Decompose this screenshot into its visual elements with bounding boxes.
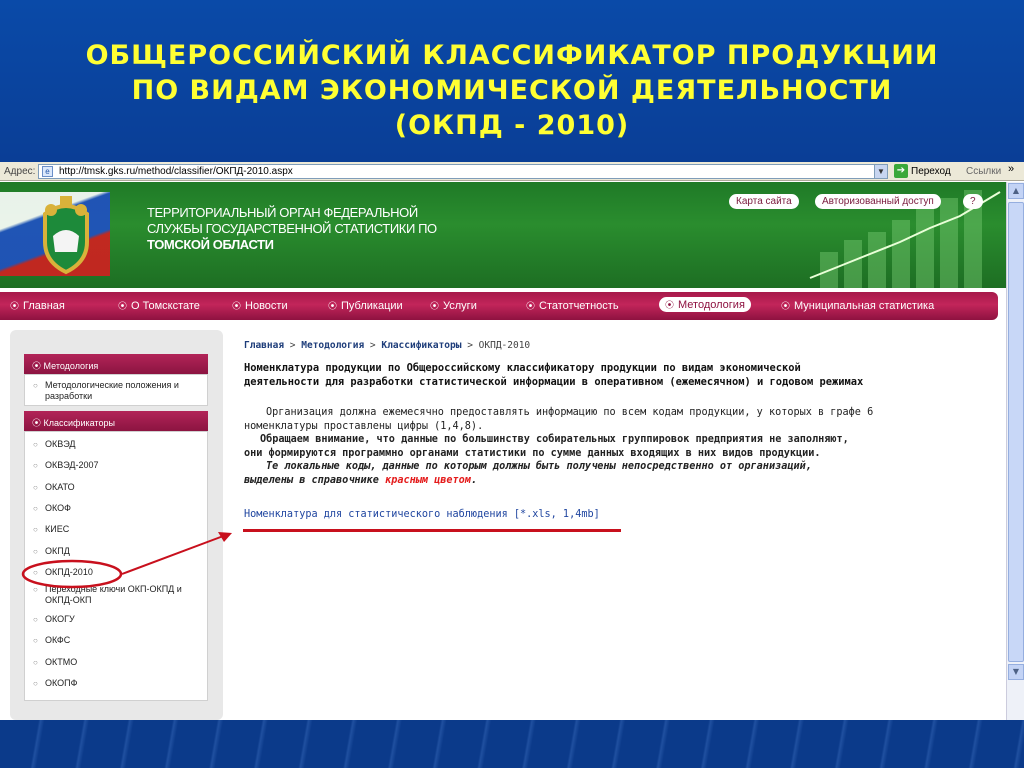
bullet-icon: ○ bbox=[33, 525, 38, 534]
bullet-icon: ○ bbox=[33, 568, 38, 577]
vertical-scrollbar[interactable] bbox=[1006, 182, 1024, 720]
nav-item-home[interactable] bbox=[10, 299, 65, 312]
bullet-icon: ○ bbox=[33, 615, 38, 624]
nav-label: Новости bbox=[245, 300, 288, 312]
slide-title-line-2: ПО ВИДАМ ЭКОНОМИЧЕСКОЙ ДЕЯТЕЛЬНОСТИ bbox=[131, 75, 893, 106]
sidebar-item-label: КИЕС bbox=[45, 524, 70, 534]
page-title-line-1: Номенклатура продукции по Общероссийскому классификатору продукции по видам экономической bbox=[244, 362, 801, 374]
file-download-link[interactable]: Номенклатура для статистического наблюдения [*.xls, 1,4mb] bbox=[244, 509, 600, 520]
slide-title-line-1: ОБЩЕРОССИЙСКИЙ КЛАССИФИКАТОР ПРОДУКЦИИ bbox=[85, 40, 939, 71]
page-title-line-2: деятельности для разработки статистической информации в оперативном (ежемесячном) и годовом режимах bbox=[244, 376, 864, 388]
para3-line-2-post: . bbox=[470, 474, 478, 486]
main-nav bbox=[0, 292, 998, 320]
nav-label: Методология bbox=[678, 299, 745, 311]
breadcrumb-classifiers[interactable]: Классификаторы bbox=[381, 340, 462, 351]
sidebar-section-label: Методология bbox=[43, 361, 99, 371]
sidebar-box-classifiers bbox=[24, 431, 208, 701]
scroll-up-icon[interactable]: ▲ bbox=[1008, 183, 1024, 199]
bullet-icon: ⦿ bbox=[118, 301, 128, 311]
para2-line-2: они формируются программно органами статистики по сумме данных входящих в них видов продукции. bbox=[244, 447, 821, 459]
sidebar-item-label: ОКТМО bbox=[45, 657, 78, 667]
sidebar-section-classifiers[interactable]: ⦿ Классификаторы bbox=[24, 411, 208, 431]
bullet-icon: ⦿ bbox=[10, 301, 20, 311]
breadcrumb bbox=[244, 340, 994, 351]
site-header bbox=[0, 182, 1006, 288]
bullet-icon: ○ bbox=[33, 461, 38, 470]
slide-title-line-3: (ОКПД - 2010) bbox=[394, 110, 630, 141]
site-map-link[interactable]: Карта сайта bbox=[729, 194, 799, 209]
sidebar-item-label: ОКПД-2010 bbox=[45, 567, 93, 577]
nav-label: Публикации bbox=[341, 300, 403, 312]
bullet-icon: ○ bbox=[33, 483, 38, 492]
bullet-icon: ○ bbox=[33, 636, 38, 645]
main-content bbox=[244, 340, 994, 520]
sidebar-item-label: ОКАТО bbox=[45, 482, 75, 492]
breadcrumb-separator: > bbox=[369, 340, 376, 351]
bullet-icon: ⦿ bbox=[526, 301, 536, 311]
nav-label: О Томскстате bbox=[131, 300, 200, 312]
sidebar-item-label: ОКОГУ bbox=[45, 614, 75, 624]
bullet-icon: ⦿ bbox=[665, 300, 675, 310]
chevron-down-icon[interactable]: ▼ bbox=[874, 165, 887, 178]
breadcrumb-methodology[interactable]: Методология bbox=[301, 340, 365, 351]
para1-line-1: Организация должна ежемесячно предоставлять информацию по всем кодам продукции, у которых в графе 6 bbox=[266, 407, 874, 418]
page-viewport bbox=[0, 182, 1006, 720]
bullet-icon: ⦿ bbox=[232, 301, 242, 311]
site-title-line-3: ТОМСКОЙ ОБЛАСТИ bbox=[147, 237, 274, 252]
bullet-icon: ○ bbox=[33, 440, 38, 449]
bullet-icon: ○ bbox=[33, 381, 38, 390]
nav-item-services[interactable] bbox=[430, 299, 477, 312]
breadcrumb-separator: > bbox=[289, 340, 296, 351]
sidebar-item-label: ОКФС bbox=[45, 635, 71, 645]
nav-label: Услуги bbox=[443, 300, 477, 312]
bullet-icon: ○ bbox=[33, 679, 38, 688]
nav-item-news[interactable] bbox=[232, 299, 288, 312]
nav-item-about[interactable] bbox=[118, 299, 200, 312]
link-underline-annotation bbox=[243, 529, 621, 532]
address-label: Адрес: bbox=[4, 166, 36, 177]
site-title-line-2: СЛУЖБЫ ГОСУДАРСТВЕННОЙ СТАТИСТИКИ ПО bbox=[147, 221, 437, 236]
bullet-icon: ⦿ bbox=[430, 301, 440, 311]
url-text: http://tmsk.gks.ru/method/classifier/ОКПД-2010.aspx bbox=[59, 166, 293, 177]
para3-line-1: Те локальные коды, данные по которым должны быть получены непосредственно от организаций, bbox=[266, 461, 812, 472]
sidebar-item-label: ОКОПФ bbox=[45, 678, 78, 688]
bullet-icon: ○ bbox=[33, 504, 38, 513]
bullet-icon: ⦿ bbox=[781, 301, 791, 311]
nav-label: Главная bbox=[23, 300, 65, 312]
sidebar-item-label: Переходные ключи ОКП-ОКПД и bbox=[45, 584, 182, 594]
nav-item-reporting[interactable] bbox=[526, 299, 619, 312]
para3-red-text: красным цветом bbox=[385, 474, 471, 486]
go-label: Переход bbox=[911, 165, 951, 177]
arrow-right-icon: ➔ bbox=[894, 164, 908, 178]
page-title bbox=[244, 361, 994, 389]
sidebar-item-label: ОКВЭД-2007 bbox=[45, 460, 99, 470]
bullet-icon: ○ bbox=[33, 658, 38, 667]
breadcrumb-current: ОКПД-2010 bbox=[478, 340, 531, 351]
bullet-icon: ○ bbox=[33, 585, 38, 594]
slide-title bbox=[0, 38, 1024, 143]
bullet-icon: ⦿ bbox=[328, 301, 338, 311]
nav-item-publications[interactable] bbox=[328, 299, 403, 312]
nav-label: Статотчетность bbox=[539, 300, 619, 312]
coat-of-arms-icon bbox=[33, 196, 99, 276]
links-toolbar[interactable]: Ссылки bbox=[966, 166, 1002, 177]
sidebar bbox=[10, 330, 223, 720]
sidebar-item-label: ОКОФ bbox=[45, 503, 71, 513]
help-link[interactable]: ? bbox=[963, 194, 983, 209]
sidebar-item-label-2: ОКПД-ОКП bbox=[45, 595, 92, 605]
go-button[interactable] bbox=[894, 164, 951, 179]
para3-line-2 bbox=[244, 474, 994, 488]
bullet-icon: ○ bbox=[33, 547, 38, 556]
sidebar-item-label: ОКПД bbox=[45, 546, 70, 556]
url-input[interactable] bbox=[38, 164, 888, 179]
nav-label: Муниципальная статистика bbox=[794, 300, 935, 312]
page-icon: e bbox=[42, 166, 53, 177]
sidebar-section-methodology[interactable]: ⦿ Методология bbox=[24, 354, 208, 374]
breadcrumb-home[interactable]: Главная bbox=[244, 340, 285, 351]
page-body bbox=[244, 406, 994, 487]
address-bar bbox=[0, 162, 1024, 181]
double-chevron-icon[interactable]: » bbox=[1008, 163, 1015, 175]
breadcrumb-separator: > bbox=[467, 340, 473, 351]
sidebar-item-label: ОКВЭД bbox=[45, 439, 76, 449]
nav-item-municipal-stats[interactable] bbox=[781, 299, 934, 312]
slide-background-bottom bbox=[0, 720, 1024, 768]
sidebar-item-label-2: разработки bbox=[45, 391, 93, 401]
sidebar-item-label: Методологические положения и bbox=[45, 380, 179, 390]
sidebar-box-methodology bbox=[24, 374, 208, 406]
para1-line-2: номенклатуры проставлены цифры (1,4,8). bbox=[244, 420, 484, 432]
sidebar-section-label: Классификаторы bbox=[43, 418, 115, 428]
browser-window bbox=[0, 162, 1024, 720]
site-title-line-1: ТЕРРИТОРИАЛЬНЫЙ ОРГАН ФЕДЕРАЛЬНОЙ bbox=[147, 205, 418, 220]
scrollbar-thumb[interactable] bbox=[1008, 202, 1024, 662]
scroll-down-icon[interactable]: ▼ bbox=[1008, 664, 1024, 680]
site-title bbox=[147, 205, 437, 253]
para2-line-1: Обращаем внимание, что данные по большинству собирательных группировок предприятия не заполняют, bbox=[260, 434, 849, 445]
para3-line-2-pre: выделены в справочнике bbox=[244, 474, 386, 486]
authorized-access-link[interactable]: Авторизованный доступ bbox=[815, 194, 941, 209]
nav-item-methodology[interactable] bbox=[659, 297, 751, 312]
